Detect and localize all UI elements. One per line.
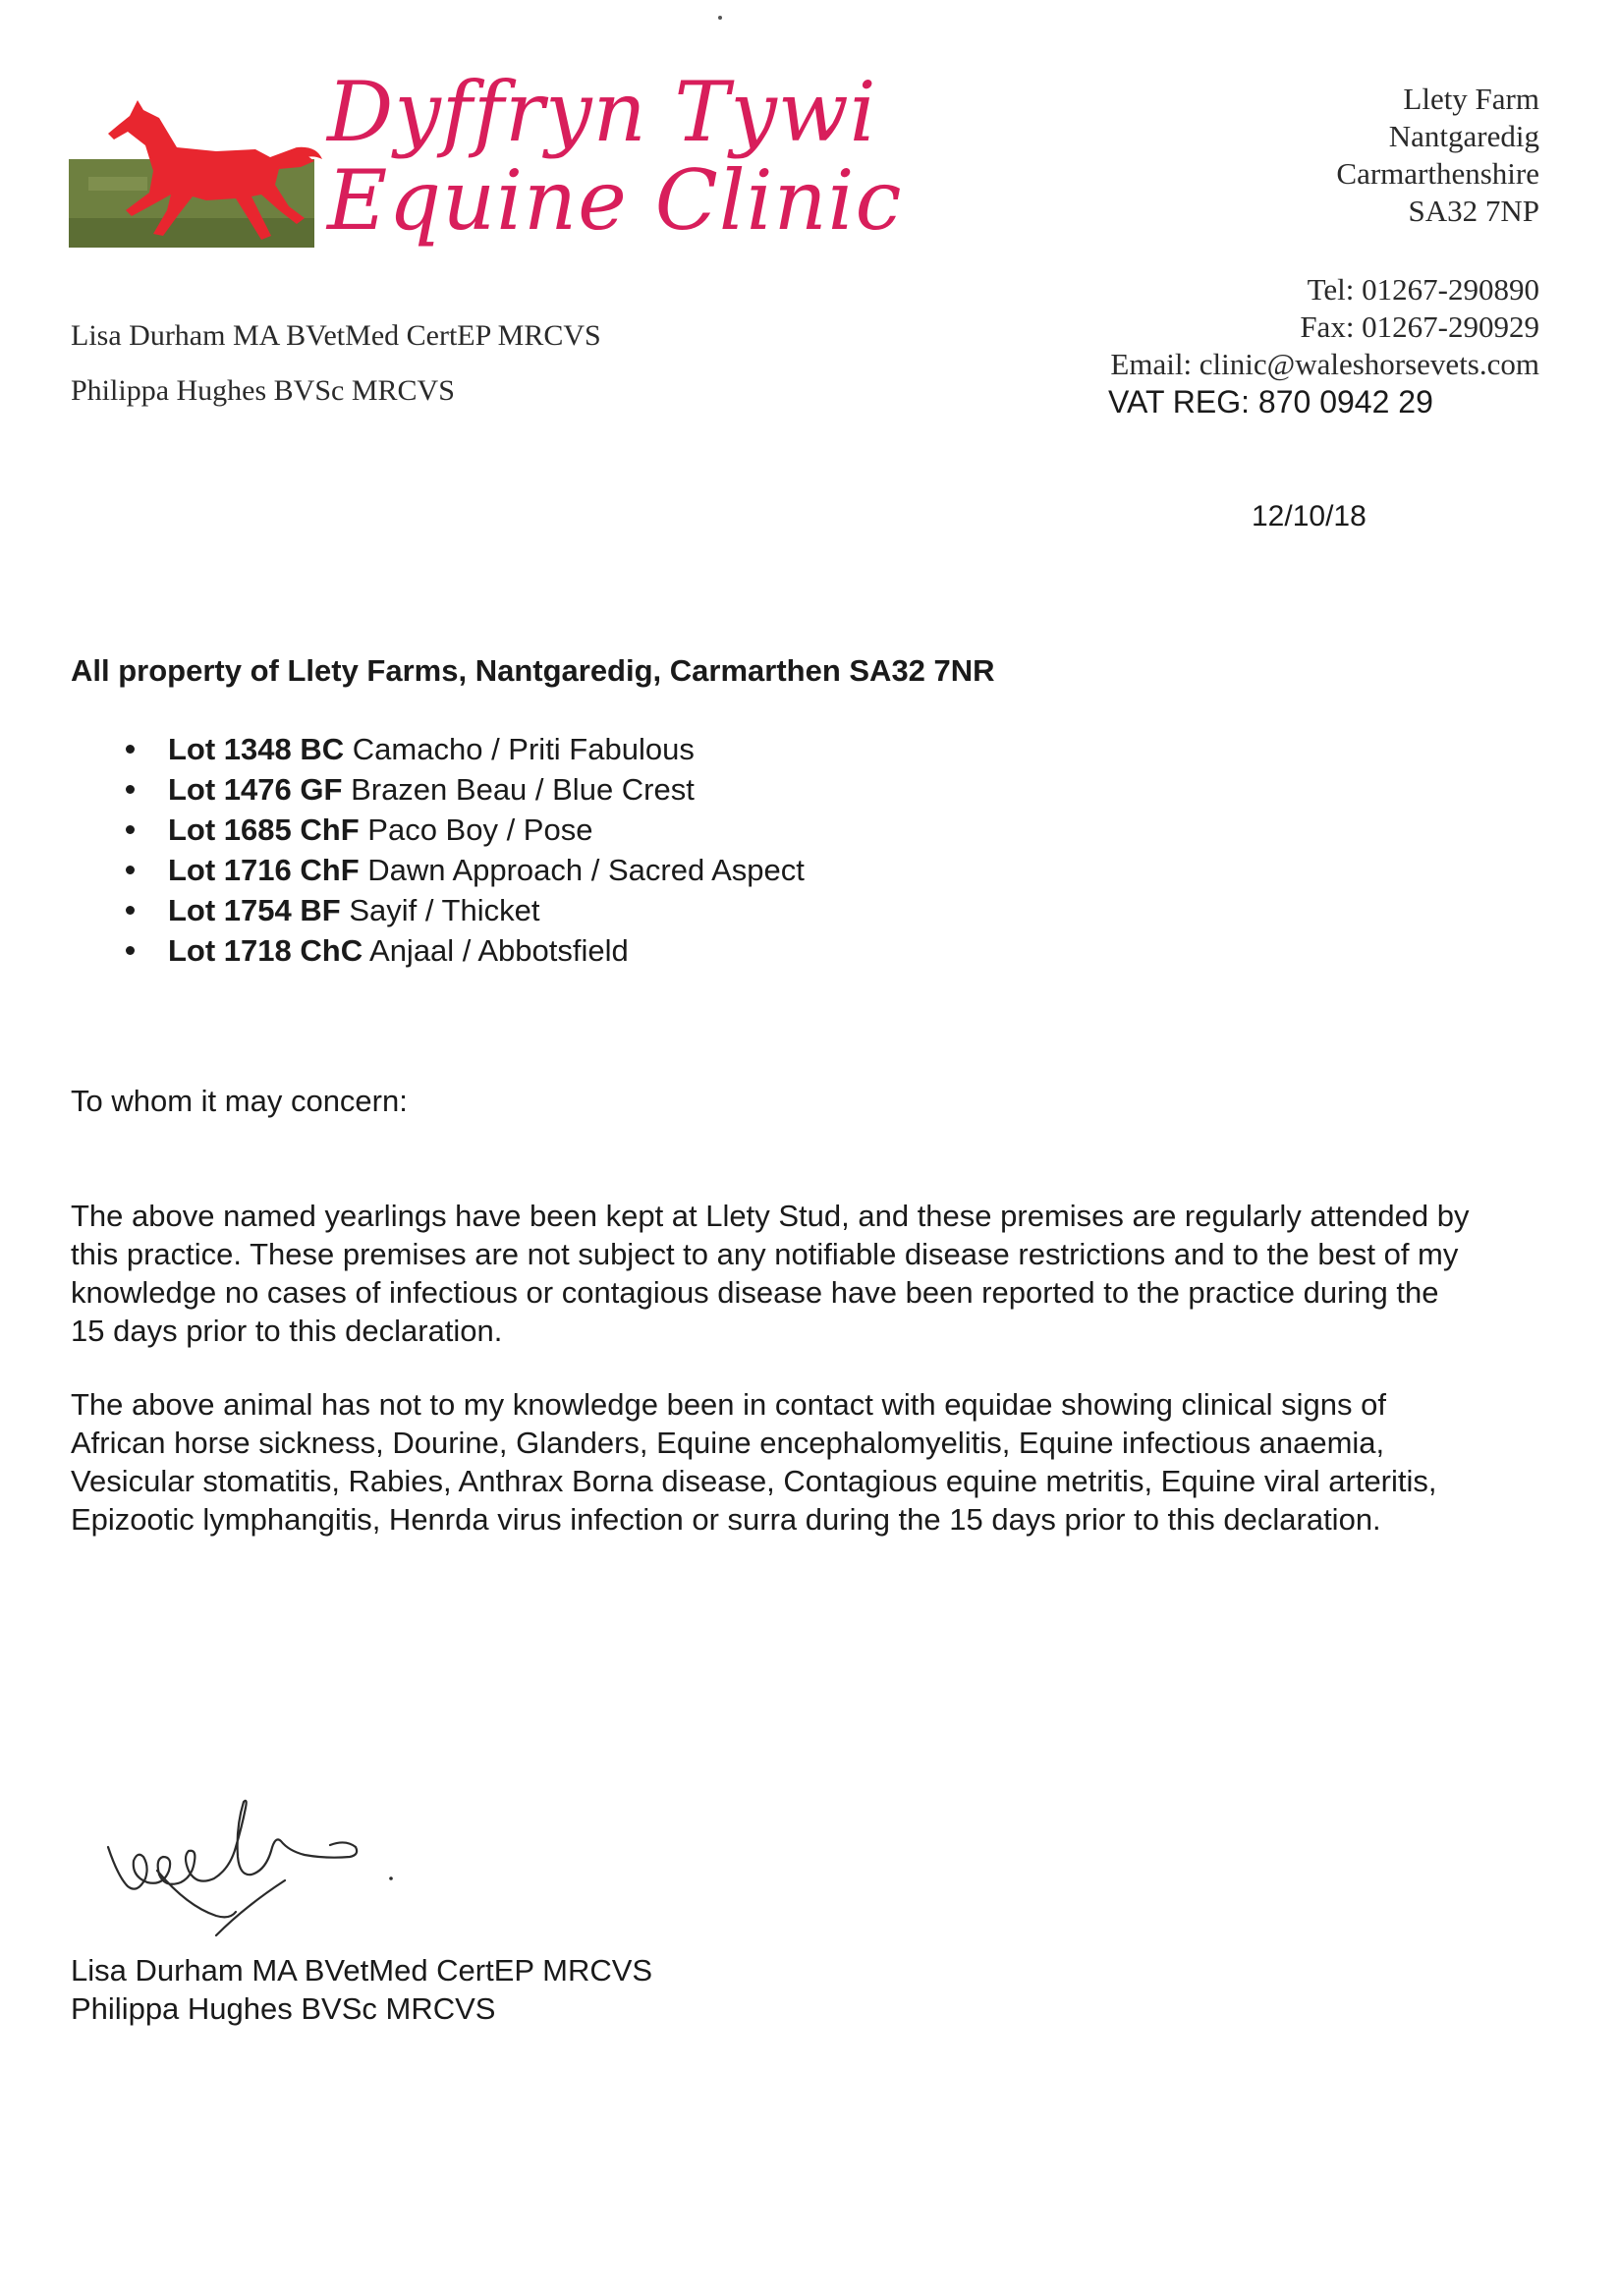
address-line-4: SA32 7NP [1408, 194, 1539, 228]
lot-code: Lot 1476 GF [168, 772, 343, 807]
lot-list [126, 729, 805, 971]
address-line-3: Carmarthenshire [1336, 156, 1539, 191]
signoff-vet-1: Lisa Durham MA BVetMed CertEP MRCVS [71, 1953, 653, 1988]
paragraph-contact-declaration: The above animal has not to my knowledge been in contact with equidae showing clinical signs of African horse sickness, Dourine, Glanders, Equine encephalomyelitis, Equine infectious anaemia, Vesicular stomatitis, Rabies, Anthrax Borna disease, Contagious equine metritis, Equine viral arteritis, Epizootic lymphangitis, Henrda virus infection or surra during the 15 days prior to this declaration. [71, 1387, 1437, 1537]
list-item [126, 810, 805, 850]
logo-field-highlight [88, 177, 147, 191]
list-item [126, 729, 805, 769]
scan-speck [718, 16, 722, 20]
lot-name: Brazen Beau / Blue Crest [351, 772, 695, 807]
lot-name: Paco Boy / Pose [367, 812, 593, 847]
vet-2-name: Philippa Hughes BVSc MRCVS [71, 374, 455, 407]
property-heading: All property of Llety Farms, Nantgaredig, Carmarthen SA32 7NR [71, 653, 995, 688]
paragraph-premises: The above named yearlings have been kept at Llety Stud, and these premises are regularly attended by this practice. These premises are not subject to any notifiable disease restrictions and to the best of my knowledge no cases of infectious or contagious disease have been reported to the practice during the 15 days prior to this declaration. [71, 1199, 1470, 1348]
clinic-address [1336, 81, 1539, 230]
letter-date: 12/10/18 [1252, 500, 1367, 532]
lot-code: Lot 1685 ChF [168, 812, 360, 847]
contact-email: Email: clinic@waleshorsevets.com [1110, 347, 1539, 381]
vets-header [71, 308, 601, 419]
lot-name: Dawn Approach / Sacred Aspect [367, 853, 805, 887]
list-item [126, 850, 805, 890]
horse-logo-icon [69, 88, 324, 255]
address-line-2: Nantgaredig [1388, 119, 1539, 153]
lot-code: Lot 1718 ChC [168, 933, 363, 968]
signoff-vet-2: Philippa Hughes BVSc MRCVS [71, 1991, 496, 2026]
bullet-icon [126, 906, 135, 915]
contact-fax: Fax: 01267-290929 [1300, 309, 1539, 344]
signoff-block [71, 1951, 652, 2028]
list-item [126, 769, 805, 810]
lot-code: Lot 1348 BC [168, 732, 345, 766]
logo-field-shadow [69, 218, 314, 248]
lot-code: Lot 1716 ChF [168, 853, 360, 887]
bullet-icon [126, 825, 135, 834]
lot-name: Camacho / Priti Fabulous [352, 732, 695, 766]
address-line-1: Llety Farm [1403, 82, 1539, 116]
vat-registration: VAT REG: 870 0942 29 [1108, 384, 1433, 420]
lot-code: Lot 1754 BF [168, 893, 341, 927]
lot-name: Anjaal / Abbotsfield [369, 933, 629, 968]
bullet-icon [126, 866, 135, 874]
contact-tel: Tel: 01267-290890 [1307, 272, 1539, 307]
logo-line-2: Equine Clinic [327, 152, 903, 249]
clinic-contact [1110, 271, 1539, 383]
lot-name: Sayif / Thicket [349, 893, 540, 927]
bullet-icon [126, 785, 135, 794]
bullet-icon [126, 745, 135, 754]
list-item [126, 890, 805, 930]
salutation: To whom it may concern: [71, 1084, 408, 1118]
logo-line-1: Dyffryn Tywi [327, 64, 877, 160]
vet-1-name: Lisa Durham MA BVetMed CertEP MRCVS [71, 319, 601, 352]
signature [98, 1788, 413, 1945]
bullet-icon [126, 946, 135, 955]
list-item [126, 930, 805, 971]
clinic-logo-text [327, 64, 903, 249]
